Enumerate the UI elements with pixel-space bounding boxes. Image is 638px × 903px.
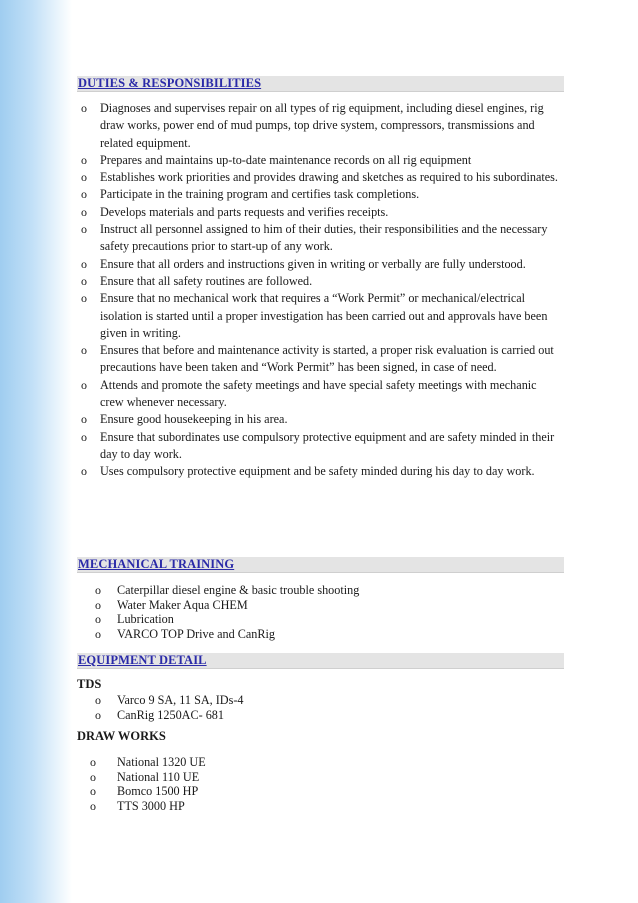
bullet: o	[81, 412, 87, 427]
tds-label: TDS	[77, 677, 102, 691]
list-item: o Diagnoses and supervises repair on all types of rig equipment, including diesel engines, rig draw works, power end of mud pumps, top drive system, compressors, transmissions and related equipment.	[81, 101, 544, 150]
bullet: o	[95, 693, 101, 707]
bullet: o	[81, 291, 87, 306]
bullet: o	[81, 343, 87, 358]
training-list	[77, 583, 563, 641]
drawworks-label: DRAW WORKS	[77, 729, 166, 743]
list-item: o Develops materials and parts requests and verifies receipts.	[77, 204, 563, 221]
bullet: o	[81, 204, 87, 219]
bullet: o	[95, 626, 101, 641]
list-item: o TTS 3000 HP	[90, 798, 185, 813]
bullet: o	[90, 784, 96, 798]
list-item: o Bomco 1500 HP	[90, 784, 199, 798]
bullet: o	[90, 769, 96, 784]
bullet: o	[81, 222, 87, 237]
bullet: o	[81, 377, 87, 392]
list-item: o Ensure good housekeeping in his area.	[77, 411, 563, 428]
bullet: o	[95, 612, 101, 626]
list-item: o Ensure that all safety routines are followed.	[77, 273, 563, 290]
list-item: o National 110 UE	[90, 769, 200, 784]
bullet: o	[81, 152, 87, 167]
list-item: o Varco 9 SA, 11 SA, IDs-4	[95, 693, 244, 707]
bullet: o	[95, 583, 101, 597]
bullet: o	[81, 273, 87, 288]
duties-list	[77, 100, 563, 481]
list-item: o Participate in the training program and certifies task completions.	[77, 186, 563, 203]
list-item: o National 1320 UE	[90, 755, 206, 769]
list-item: o Ensure that all orders and instructions given in writing or verbally are fully understood.	[77, 256, 563, 273]
list-item: o Water Maker Aqua CHEM	[95, 597, 248, 612]
list-item: o Attends and promote the safety meetings and have special safety meetings with mechanic crew whenever necessary.	[81, 377, 537, 410]
bullet: o	[95, 707, 101, 722]
list-item: o Lubrication	[95, 612, 174, 626]
list-item: o Prepares and maintains up-to-date maintenance records on all rig equipment	[77, 152, 563, 169]
list-item: o Ensure that no mechanical work that requires a “Work Permit” or mechanical/electrical isolation is started until a proper investigation has been carried out and approvals have been given in writing.	[81, 291, 548, 340]
equipment-heading: EQUIPMENT DETAIL	[77, 653, 564, 669]
bullet: o	[81, 187, 87, 202]
drawworks-list	[77, 755, 563, 813]
bullet: o	[90, 798, 96, 813]
bullet: o	[95, 597, 101, 612]
list-item: o Instruct all personnel assigned to him of their duties, their responsibilities and the necessary safety precautions prior to start-up of any work.	[81, 222, 548, 254]
bullet: o	[90, 755, 96, 769]
list-item: o VARCO TOP Drive and CanRig	[95, 626, 275, 641]
bullet: o	[81, 170, 87, 185]
duties-heading: DUTIES & RESPONSIBILITIES	[77, 76, 564, 92]
list-item: o CanRig 1250AC- 681	[95, 707, 224, 722]
list-item: o Ensure that subordinates use compulsory protective equipment and are safety minded in their day to day work.	[81, 429, 555, 461]
bullet: o	[81, 464, 87, 479]
list-item: o Caterpillar diesel engine & basic trouble shooting	[95, 583, 360, 597]
training-heading: MECHANICAL TRAINING	[77, 557, 564, 573]
list-item: o Ensures that before and maintenance activity is started, a proper risk evaluation is carried out precautions have been taken and “Work Permit” has been signed, in case of need.	[81, 343, 554, 375]
bullet: o	[81, 101, 87, 115]
list-item: o Establishes work priorities and provides drawing and sketches as required to his subordinates.	[77, 169, 563, 186]
bullet: o	[81, 429, 87, 444]
list-item: o Uses compulsory protective equipment and be safety minded during his day to day work.	[77, 463, 563, 480]
tds-list	[77, 693, 563, 722]
decorative-side-band	[0, 0, 72, 903]
bullet: o	[81, 256, 87, 271]
